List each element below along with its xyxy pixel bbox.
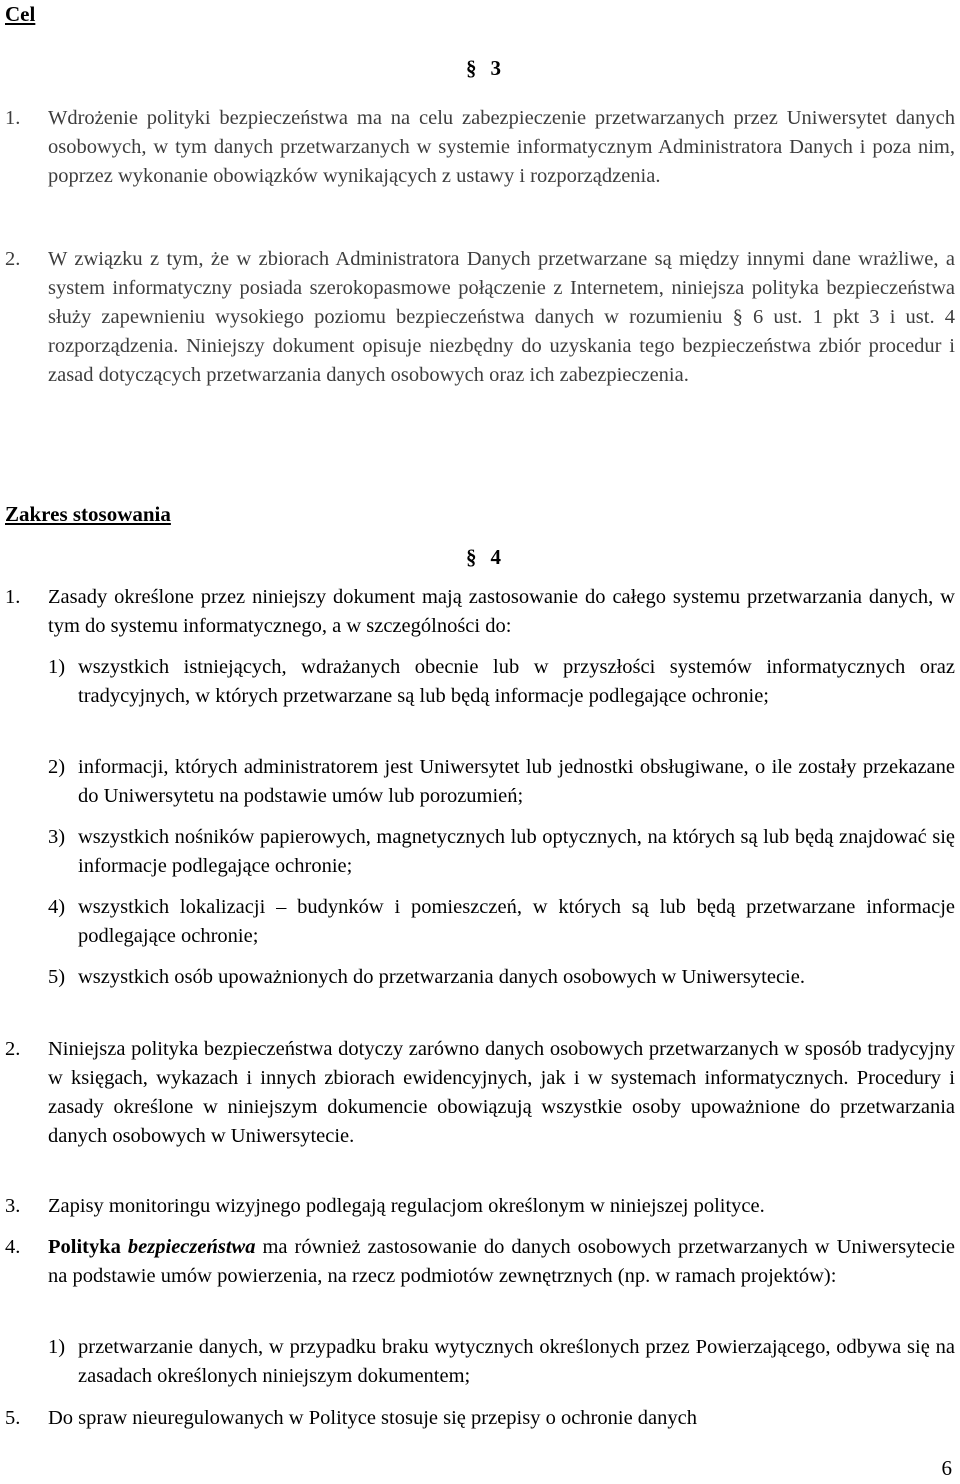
list-item-p4-1 — [48, 1333, 955, 1391]
list-item-text: wszystkich istniejących, wdrażanych obecnie lub w przyszłości systemów informatycznych oraz tradycyjnych, w których przetwarzane są lub będą informacje podlegające ochronie; — [78, 656, 955, 707]
heading-zakres-stosowania: Zakres stosowania — [5, 502, 171, 526]
paragraph-text: W związku z tym, że w zbiorach Administratora Danych przetwarzane są między innymi dane wrażliwe, a system informatyczny posiada szerokopasmowe połączenie z Internetem, niniejsza polityka bezpieczeństwa służy zapewnieniu wysokiego poziomu bezpieczeństwa danych w rozumieniu § 6 ust. 1 pkt 3 i ust. 4 rozporządzenia. Niniejszy dokument opisuje niezbędny do uzyskania tego bezpieczeństwa zbiór procedur i zasad dotyczących przetwarzania danych osobowych oraz ich zabezpieczenia. — [48, 248, 955, 386]
section-3-mark — [466, 54, 501, 83]
list-item-number: 1) — [48, 1336, 66, 1358]
zakres-paragraph-5 — [5, 1404, 955, 1433]
section-4-mark — [466, 543, 501, 572]
section-number: 4 — [490, 545, 501, 569]
zakres-paragraph-4 — [5, 1233, 955, 1291]
paragraph-text: Do spraw nieuregulowanych w Polityce stosuje się przepisy o ochronie danych — [48, 1407, 698, 1429]
list-item-4 — [48, 893, 955, 951]
section-symbol: § — [466, 545, 477, 569]
section-symbol: § — [466, 56, 477, 80]
zakres-paragraph-3 — [5, 1192, 955, 1221]
bold-lead: Polityka — [48, 1236, 121, 1258]
list-item-2 — [48, 753, 955, 811]
heading-cel: Cel — [5, 2, 36, 26]
list-item-text: informacji, których administratorem jest Uniwersytet lub jednostki obsługiwane, o ile zostały przekazane do Uniwersytetu na podstawie umów lub porozumień; — [78, 756, 955, 807]
paragraph-number: 4. — [5, 1236, 21, 1258]
zakres-paragraph-2 — [5, 1035, 955, 1151]
page-number: 6 — [941, 1456, 952, 1480]
paragraph-number: 3. — [5, 1195, 21, 1217]
section-number: 3 — [490, 56, 501, 80]
list-item-text: wszystkich osób upoważnionych do przetwarzania danych osobowych w Uniwersytecie. — [78, 966, 805, 988]
list-item-text: przetwarzanie danych, w przypadku braku wytycznych określonych przez Powierzającego, odbywa się na zasadach określonych niniejszym dokumentem; — [78, 1336, 955, 1387]
list-item-number: 2) — [48, 756, 66, 778]
list-item-text: wszystkich nośników papierowych, magnetycznych lub optycznych, na których są lub będą znajdować się informacje podlegające ochronie; — [78, 826, 955, 877]
cel-paragraph-1 — [5, 104, 955, 191]
list-item-1 — [48, 653, 955, 711]
paragraph-number: 2. — [5, 1038, 21, 1060]
paragraph-text: Zapisy monitoringu wizyjnego podlegają regulacjom określonym w niniejszej polityce. — [48, 1195, 765, 1217]
paragraph-number: 5. — [5, 1407, 21, 1429]
paragraph-number: 1. — [5, 107, 21, 129]
bolditalic-lead: bezpieczeństwa — [127, 1236, 256, 1258]
list-item-number: 3) — [48, 826, 66, 848]
paragraph-number: 1. — [5, 586, 21, 608]
cel-paragraph-2 — [5, 245, 955, 390]
paragraph-body: ma również zastosowanie do danych osobowych przetwarzanych w Uniwersytecie na podstawie umów powierzenia, na rzecz podmiotów zewnętrznych (np. w ramach projektów): — [48, 1236, 955, 1287]
list-item-number: 1) — [48, 656, 66, 678]
paragraph-text — [48, 1233, 955, 1291]
list-item-number: 4) — [48, 896, 66, 918]
paragraph-text: Niniejsza polityka bezpieczeństwa dotyczy zarówno danych osobowych przetwarzanych w sposób tradycyjny w księgach, wykazach i innych zbiorach ewidencyjnych, jak i w systemach informatycznych. Procedury i zasady określone w niniejszym dokumencie obowiązują wszystkie osoby upoważnione do przetwarzania danych osobowych w Uniwersytecie. — [48, 1038, 955, 1147]
paragraph-text: Zasady określone przez niniejszy dokument mają zastosowanie do całego systemu przetwarzania danych, w tym do systemu informatycznego, a w szczególności do: — [48, 586, 955, 637]
list-item-number: 5) — [48, 966, 66, 988]
list-item-3 — [48, 823, 955, 881]
paragraph-text: Wdrożenie polityki bezpieczeństwa ma na celu zabezpieczenie przetwarzanych przez Uniwersytet danych osobowych, w tym danych przetwarzanych w systemie informatycznym Administratora Danych i poza nim, poprzez wykonanie obowiązków wynikających z ustawy i rozporządzenia. — [48, 107, 955, 187]
list-item-text: wszystkich lokalizacji – budynków i pomieszczeń, w których są lub będą przetwarzane informacje podlegające ochronie; — [78, 896, 955, 947]
zakres-paragraph-1 — [5, 583, 955, 641]
paragraph-number: 2. — [5, 248, 21, 270]
list-item-5 — [48, 963, 955, 992]
